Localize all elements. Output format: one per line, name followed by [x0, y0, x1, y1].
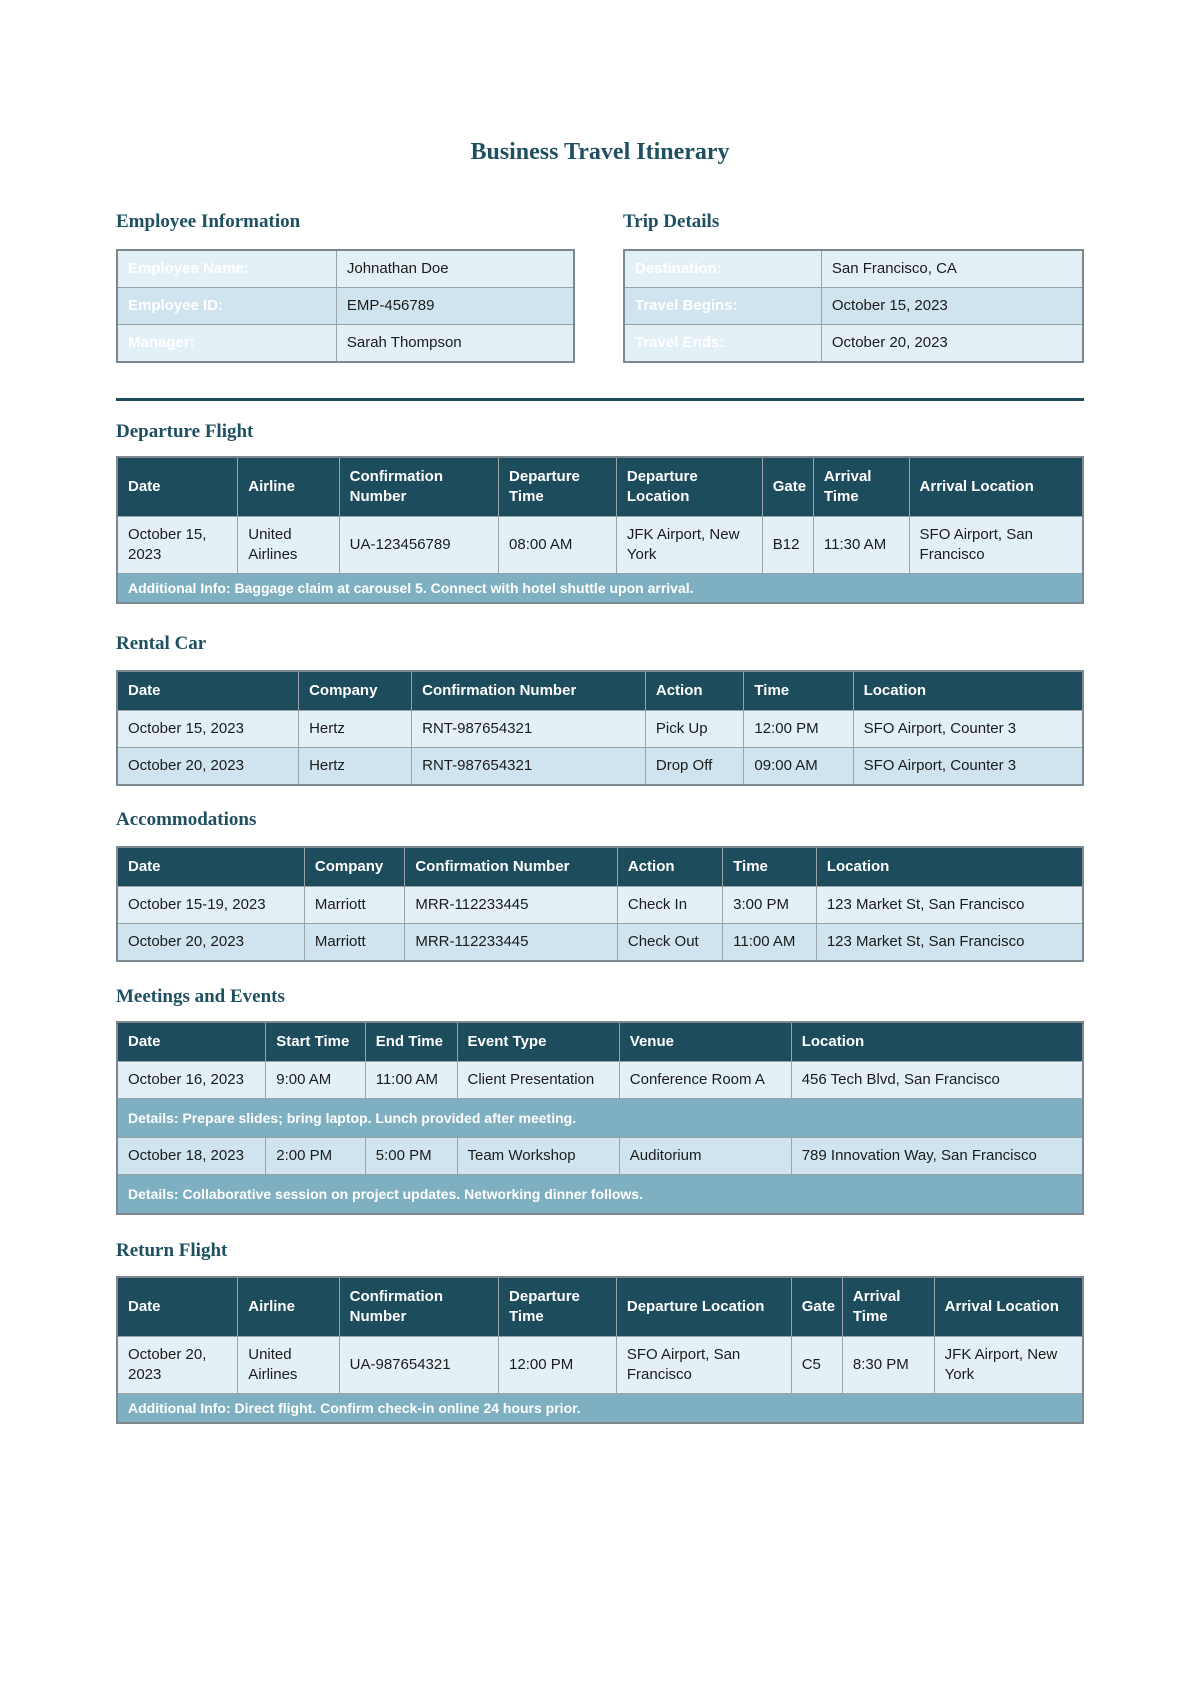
column-header: Departure Location — [616, 1277, 791, 1337]
table-row — [117, 748, 1083, 786]
table-row — [117, 250, 574, 288]
table-cell: Marriott — [304, 924, 404, 962]
table-cell: October 15-19, 2023 — [117, 887, 304, 924]
field-label: Travel Ends: — [624, 325, 821, 363]
departure-flight-table — [116, 456, 1084, 604]
column-header: Confirmation Number — [412, 671, 646, 711]
field-label: Manager: — [117, 325, 336, 363]
meetings-events-section — [116, 985, 1084, 1215]
details-text: Details: Collaborative session on project updates. Networking dinner follows. — [117, 1175, 1083, 1215]
field-value: October 15, 2023 — [821, 288, 1083, 325]
column-header: Arrival Time — [813, 457, 909, 517]
column-header: Gate — [791, 1277, 842, 1337]
table-row — [117, 325, 574, 363]
column-header: Departure Time — [499, 1277, 617, 1337]
section-heading-departure-flight: Departure Flight — [116, 421, 254, 442]
field-value: October 20, 2023 — [821, 325, 1083, 363]
table-row — [117, 1337, 1083, 1394]
column-header: Date — [117, 847, 304, 887]
field-value: Sarah Thompson — [336, 325, 574, 363]
section-heading-rental-car: Rental Car — [116, 633, 207, 654]
section-heading-trip-details: Trip Details — [623, 211, 720, 232]
column-header: Location — [816, 847, 1083, 887]
table-cell: C5 — [791, 1337, 842, 1394]
column-header: Date — [117, 671, 299, 711]
field-value: San Francisco, CA — [821, 250, 1083, 288]
table-cell: UA-123456789 — [339, 517, 498, 574]
table-cell: SFO Airport, San Francisco — [909, 517, 1083, 574]
table-cell: Check In — [617, 887, 722, 924]
table-cell: Hertz — [299, 748, 412, 786]
column-header: Company — [304, 847, 404, 887]
trip-details-section — [623, 168, 1084, 363]
table-cell: 11:00 AM — [723, 924, 817, 962]
table-cell: JFK Airport, New York — [616, 517, 762, 574]
table-row — [624, 250, 1083, 288]
field-label: Employee ID: — [117, 288, 336, 325]
field-label: Travel Begins: — [624, 288, 821, 325]
table-row — [117, 924, 1083, 962]
table-cell: 12:00 PM — [499, 1337, 617, 1394]
table-cell: 123 Market St, San Francisco — [816, 924, 1083, 962]
rental-car-section — [116, 632, 1084, 786]
additional-info-row — [117, 1394, 1083, 1424]
table-cell: October 18, 2023 — [117, 1138, 266, 1175]
column-header: Confirmation Number — [339, 1277, 498, 1337]
details-text: Details: Prepare slides; bring laptop. Lunch provided after meeting. — [117, 1099, 1083, 1138]
table-cell: 456 Tech Blvd, San Francisco — [791, 1062, 1083, 1099]
column-header: Venue — [619, 1022, 791, 1062]
column-header: Gate — [762, 457, 813, 517]
table-cell: SFO Airport, San Francisco — [616, 1337, 791, 1394]
table-row — [117, 517, 1083, 574]
section-heading-employee-information: Employee Information — [116, 211, 301, 232]
table-cell: Team Workshop — [457, 1138, 619, 1175]
employee-info-table — [116, 249, 575, 363]
details-row — [117, 1175, 1083, 1215]
return-flight-table — [116, 1276, 1084, 1424]
column-header: Airline — [238, 1277, 339, 1337]
table-cell: United Airlines — [238, 517, 339, 574]
table-row — [117, 711, 1083, 748]
table-cell: Check Out — [617, 924, 722, 962]
accommodations-section — [116, 808, 1084, 962]
table-cell: October 15, 2023 — [117, 711, 299, 748]
employee-info-section — [116, 168, 575, 363]
table-cell: 11:00 AM — [365, 1062, 457, 1099]
table-header-row — [117, 847, 1083, 887]
table-cell: 12:00 PM — [744, 711, 853, 748]
table-cell: 8:30 PM — [842, 1337, 934, 1394]
column-header: Action — [617, 847, 722, 887]
table-cell: Hertz — [299, 711, 412, 748]
table-cell: RNT-987654321 — [412, 711, 646, 748]
column-header: Event Type — [457, 1022, 619, 1062]
table-cell: 789 Innovation Way, San Francisco — [791, 1138, 1083, 1175]
table-row — [624, 325, 1083, 363]
details-row — [117, 1099, 1083, 1138]
column-header: Date — [117, 1277, 238, 1337]
table-cell: UA-987654321 — [339, 1337, 498, 1394]
column-header: Arrival Location — [934, 1277, 1083, 1337]
column-header: Arrival Time — [842, 1277, 934, 1337]
table-cell: MRR-112233445 — [405, 924, 618, 962]
field-value: EMP-456789 — [336, 288, 574, 325]
table-row — [117, 1062, 1083, 1099]
table-cell: Conference Room A — [619, 1062, 791, 1099]
table-cell: October 16, 2023 — [117, 1062, 266, 1099]
table-header-row — [117, 671, 1083, 711]
table-cell: Client Presentation — [457, 1062, 619, 1099]
table-cell: MRR-112233445 — [405, 887, 618, 924]
table-row — [117, 1138, 1083, 1175]
table-cell: B12 — [762, 517, 813, 574]
table-row — [117, 887, 1083, 924]
accommodations-table — [116, 846, 1084, 962]
section-heading-meetings-events: Meetings and Events — [116, 986, 285, 1007]
table-cell: SFO Airport, Counter 3 — [853, 748, 1083, 786]
table-cell: 3:00 PM — [723, 887, 817, 924]
table-header-row — [117, 1022, 1083, 1062]
table-cell: 09:00 AM — [744, 748, 853, 786]
section-heading-accommodations: Accommodations — [116, 809, 257, 830]
table-row — [624, 288, 1083, 325]
section-heading-return-flight: Return Flight — [116, 1240, 228, 1261]
table-cell: 5:00 PM — [365, 1138, 457, 1175]
section-divider — [116, 398, 1084, 401]
column-header: Arrival Location — [909, 457, 1083, 517]
table-cell: Drop Off — [645, 748, 744, 786]
table-cell: United Airlines — [238, 1337, 339, 1394]
table-cell: SFO Airport, Counter 3 — [853, 711, 1083, 748]
table-cell: RNT-987654321 — [412, 748, 646, 786]
column-header: Location — [791, 1022, 1083, 1062]
table-cell: 2:00 PM — [266, 1138, 365, 1175]
table-cell: 08:00 AM — [499, 517, 617, 574]
additional-info-text: Additional Info: Direct flight. Confirm check-in online 24 hours prior. — [117, 1394, 1083, 1424]
table-cell: 123 Market St, San Francisco — [816, 887, 1083, 924]
column-header: Departure Time — [499, 457, 617, 517]
table-header-row — [117, 1277, 1083, 1337]
column-header: Confirmation Number — [405, 847, 618, 887]
rental-car-table — [116, 670, 1084, 786]
departure-flight-section — [116, 420, 1084, 604]
table-cell: Pick Up — [645, 711, 744, 748]
column-header: Start Time — [266, 1022, 365, 1062]
meetings-events-table — [116, 1021, 1084, 1215]
table-cell: 9:00 AM — [266, 1062, 365, 1099]
table-cell: Marriott — [304, 887, 404, 924]
table-row — [117, 288, 574, 325]
column-header: Date — [117, 457, 238, 517]
column-header: Confirmation Number — [339, 457, 498, 517]
column-header: Action — [645, 671, 744, 711]
column-header: Time — [744, 671, 853, 711]
field-label: Destination: — [624, 250, 821, 288]
table-cell: October 20, 2023 — [117, 1337, 238, 1394]
column-header: Departure Location — [616, 457, 762, 517]
additional-info-row — [117, 574, 1083, 604]
column-header: Location — [853, 671, 1083, 711]
table-cell: October 15, 2023 — [117, 517, 238, 574]
field-label: Employee Name: — [117, 250, 336, 288]
info-columns — [116, 168, 1084, 363]
table-cell: October 20, 2023 — [117, 924, 304, 962]
column-header: End Time — [365, 1022, 457, 1062]
table-cell: JFK Airport, New York — [934, 1337, 1083, 1394]
table-cell: Auditorium — [619, 1138, 791, 1175]
return-flight-section — [116, 1239, 1084, 1424]
column-header: Airline — [238, 457, 339, 517]
column-header: Date — [117, 1022, 266, 1062]
table-cell: October 20, 2023 — [117, 748, 299, 786]
table-cell: 11:30 AM — [813, 517, 909, 574]
trip-details-table — [623, 249, 1084, 363]
field-value: Johnathan Doe — [336, 250, 574, 288]
page-title: Business Travel Itinerary — [470, 139, 730, 165]
column-header: Company — [299, 671, 412, 711]
additional-info-text: Additional Info: Baggage claim at carousel 5. Connect with hotel shuttle upon arrival. — [117, 574, 1083, 604]
column-header: Time — [723, 847, 817, 887]
table-header-row — [117, 457, 1083, 517]
